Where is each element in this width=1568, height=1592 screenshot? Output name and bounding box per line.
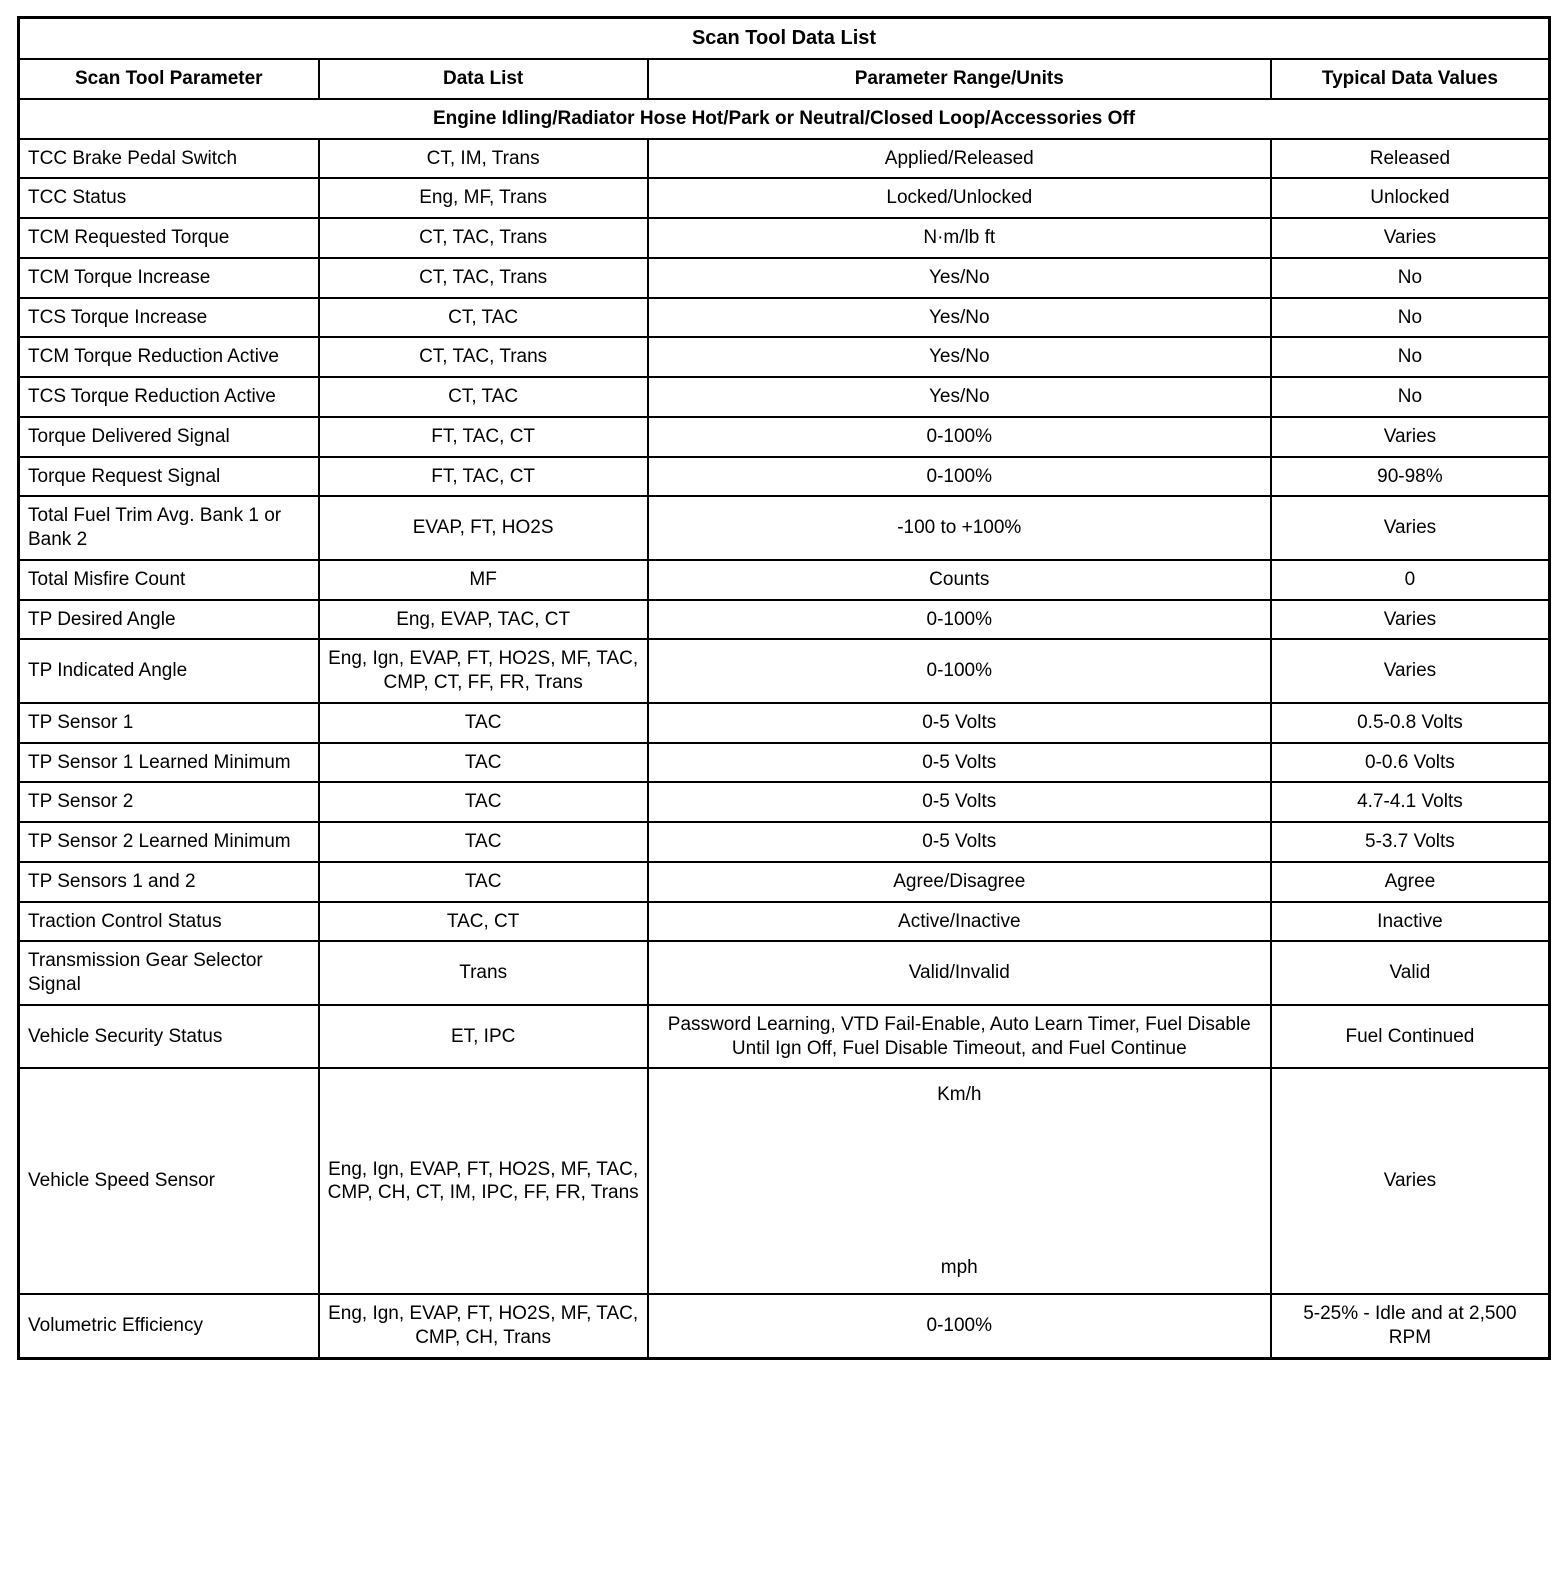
range-cell: Valid/Invalid: [648, 941, 1271, 1005]
typical-cell: Varies: [1271, 496, 1550, 560]
parameter-cell: TP Indicated Angle: [19, 639, 319, 703]
typical-cell: No: [1271, 298, 1550, 338]
typical-cell: Varies: [1271, 417, 1550, 457]
typical-cell: No: [1271, 377, 1550, 417]
typical-cell: 4.7-4.1 Volts: [1271, 782, 1550, 822]
data-list-cell: MF: [319, 560, 648, 600]
typical-cell: Varies: [1271, 218, 1550, 258]
range-cell: 0-100%: [648, 1294, 1271, 1358]
typical-cell: No: [1271, 258, 1550, 298]
parameter-cell: Transmission Gear Selector Signal: [19, 941, 319, 1005]
typical-cell: 90-98%: [1271, 457, 1550, 497]
data-list-cell: CT, TAC, Trans: [319, 218, 648, 258]
parameter-cell: TP Sensor 2 Learned Minimum: [19, 822, 319, 862]
parameter-cell: TP Sensor 1: [19, 703, 319, 743]
range-cell: 0-100%: [648, 417, 1271, 457]
parameter-cell: TCC Status: [19, 178, 319, 218]
table-row: [19, 377, 1550, 417]
typical-cell: 0: [1271, 560, 1550, 600]
data-list-cell: TAC: [319, 743, 648, 783]
data-list-cell: Eng, MF, Trans: [319, 178, 648, 218]
range-cell: Applied/Released: [648, 139, 1271, 179]
range-cell: Km/h mph: [648, 1068, 1271, 1294]
range-cell: 0-5 Volts: [648, 782, 1271, 822]
parameter-cell: Torque Delivered Signal: [19, 417, 319, 457]
table-row: [19, 258, 1550, 298]
data-list-cell: TAC, CT: [319, 902, 648, 942]
column-header-row: [19, 59, 1550, 99]
table-row: [19, 337, 1550, 377]
typical-cell: Released: [1271, 139, 1550, 179]
parameter-cell: TCS Torque Increase: [19, 298, 319, 338]
range-cell: Yes/No: [648, 337, 1271, 377]
parameter-cell: Vehicle Speed Sensor: [19, 1068, 319, 1294]
data-list-cell: Eng, Ign, EVAP, FT, HO2S, MF, TAC, CMP, CT, FF, FR, Trans: [319, 639, 648, 703]
table-body: [19, 139, 1550, 1359]
data-list-cell: TAC: [319, 782, 648, 822]
scan-tool-data-table: [17, 16, 1551, 1360]
data-list-cell: Trans: [319, 941, 648, 1005]
table-row: [19, 902, 1550, 942]
typical-cell: Varies: [1271, 600, 1550, 640]
table-row: [19, 1294, 1550, 1358]
range-cell: Yes/No: [648, 258, 1271, 298]
typical-cell: Inactive: [1271, 902, 1550, 942]
parameter-cell: TP Sensor 1 Learned Minimum: [19, 743, 319, 783]
section-header-row: [19, 99, 1550, 139]
table-row: [19, 178, 1550, 218]
table-row: [19, 1005, 1550, 1069]
table-row: [19, 1068, 1550, 1294]
section-header: Engine Idling/Radiator Hose Hot/Park or Neutral/Closed Loop/Accessories Off: [19, 99, 1550, 139]
table-row: [19, 457, 1550, 497]
table-row: [19, 639, 1550, 703]
range-cell: Counts: [648, 560, 1271, 600]
range-cell: Yes/No: [648, 298, 1271, 338]
range-cell: N·m/lb ft: [648, 218, 1271, 258]
data-list-cell: CT, TAC, Trans: [319, 337, 648, 377]
parameter-cell: Traction Control Status: [19, 902, 319, 942]
parameter-cell: Torque Request Signal: [19, 457, 319, 497]
table-row: [19, 139, 1550, 179]
table-row: [19, 941, 1550, 1005]
range-cell: Agree/Disagree: [648, 862, 1271, 902]
data-list-cell: CT, IM, Trans: [319, 139, 648, 179]
parameter-cell: Total Misfire Count: [19, 560, 319, 600]
range-cell: 0-100%: [648, 600, 1271, 640]
range-cell: 0-5 Volts: [648, 743, 1271, 783]
parameter-cell: TP Desired Angle: [19, 600, 319, 640]
column-header-data-list: Data List: [319, 59, 648, 99]
data-list-cell: FT, TAC, CT: [319, 417, 648, 457]
range-cell: Locked/Unlocked: [648, 178, 1271, 218]
typical-cell: 0.5-0.8 Volts: [1271, 703, 1550, 743]
data-list-cell: Eng, Ign, EVAP, FT, HO2S, MF, TAC, CMP, CH, CT, IM, IPC, FF, FR, Trans: [319, 1068, 648, 1294]
data-list-cell: TAC: [319, 822, 648, 862]
typical-cell: Unlocked: [1271, 178, 1550, 218]
table-title: Scan Tool Data List: [19, 18, 1550, 60]
range-cell: 0-100%: [648, 457, 1271, 497]
column-header-range: Parameter Range/Units: [648, 59, 1271, 99]
parameter-cell: TP Sensor 2: [19, 782, 319, 822]
parameter-cell: TCM Torque Reduction Active: [19, 337, 319, 377]
data-list-cell: TAC: [319, 862, 648, 902]
table-row: [19, 298, 1550, 338]
table-row: [19, 496, 1550, 560]
data-list-cell: ET, IPC: [319, 1005, 648, 1069]
typical-cell: Varies: [1271, 639, 1550, 703]
table-row: [19, 822, 1550, 862]
data-list-cell: FT, TAC, CT: [319, 457, 648, 497]
parameter-cell: TCM Torque Increase: [19, 258, 319, 298]
parameter-cell: Total Fuel Trim Avg. Bank 1 or Bank 2: [19, 496, 319, 560]
table-row: [19, 417, 1550, 457]
parameter-cell: Volumetric Efficiency: [19, 1294, 319, 1358]
data-list-cell: Eng, EVAP, TAC, CT: [319, 600, 648, 640]
typical-cell: No: [1271, 337, 1550, 377]
data-list-cell: Eng, Ign, EVAP, FT, HO2S, MF, TAC, CMP, CH, Trans: [319, 1294, 648, 1358]
range-cell: -100 to +100%: [648, 496, 1271, 560]
table-row: [19, 703, 1550, 743]
column-header-typical: Typical Data Values: [1271, 59, 1550, 99]
parameter-cell: TCC Brake Pedal Switch: [19, 139, 319, 179]
typical-cell: 5-3.7 Volts: [1271, 822, 1550, 862]
parameter-cell: Vehicle Security Status: [19, 1005, 319, 1069]
parameter-cell: TP Sensors 1 and 2: [19, 862, 319, 902]
data-list-cell: CT, TAC, Trans: [319, 258, 648, 298]
typical-cell: Varies: [1271, 1068, 1550, 1294]
typical-cell: Fuel Continued: [1271, 1005, 1550, 1069]
range-cell: Password Learning, VTD Fail-Enable, Auto Learn Timer, Fuel Disable Until Ign Off, Fuel Disable Timeout, and Fuel Continue: [648, 1005, 1271, 1069]
parameter-cell: TCS Torque Reduction Active: [19, 377, 319, 417]
table-row: [19, 782, 1550, 822]
table-row: [19, 600, 1550, 640]
data-list-cell: EVAP, FT, HO2S: [319, 496, 648, 560]
data-list-cell: CT, TAC: [319, 377, 648, 417]
table-title-row: [19, 18, 1550, 60]
column-header-parameter: Scan Tool Parameter: [19, 59, 319, 99]
table-row: [19, 862, 1550, 902]
range-cell: 0-5 Volts: [648, 703, 1271, 743]
typical-cell: Agree: [1271, 862, 1550, 902]
range-cell: Active/Inactive: [648, 902, 1271, 942]
parameter-cell: TCM Requested Torque: [19, 218, 319, 258]
typical-cell: 0-0.6 Volts: [1271, 743, 1550, 783]
range-cell: Yes/No: [648, 377, 1271, 417]
typical-cell: Valid: [1271, 941, 1550, 1005]
typical-cell: 5-25% - Idle and at 2,500 RPM: [1271, 1294, 1550, 1358]
table-row: [19, 218, 1550, 258]
data-list-cell: CT, TAC: [319, 298, 648, 338]
table-row: [19, 560, 1550, 600]
data-list-cell: TAC: [319, 703, 648, 743]
table-row: [19, 743, 1550, 783]
range-cell: 0-5 Volts: [648, 822, 1271, 862]
range-cell: 0-100%: [648, 639, 1271, 703]
